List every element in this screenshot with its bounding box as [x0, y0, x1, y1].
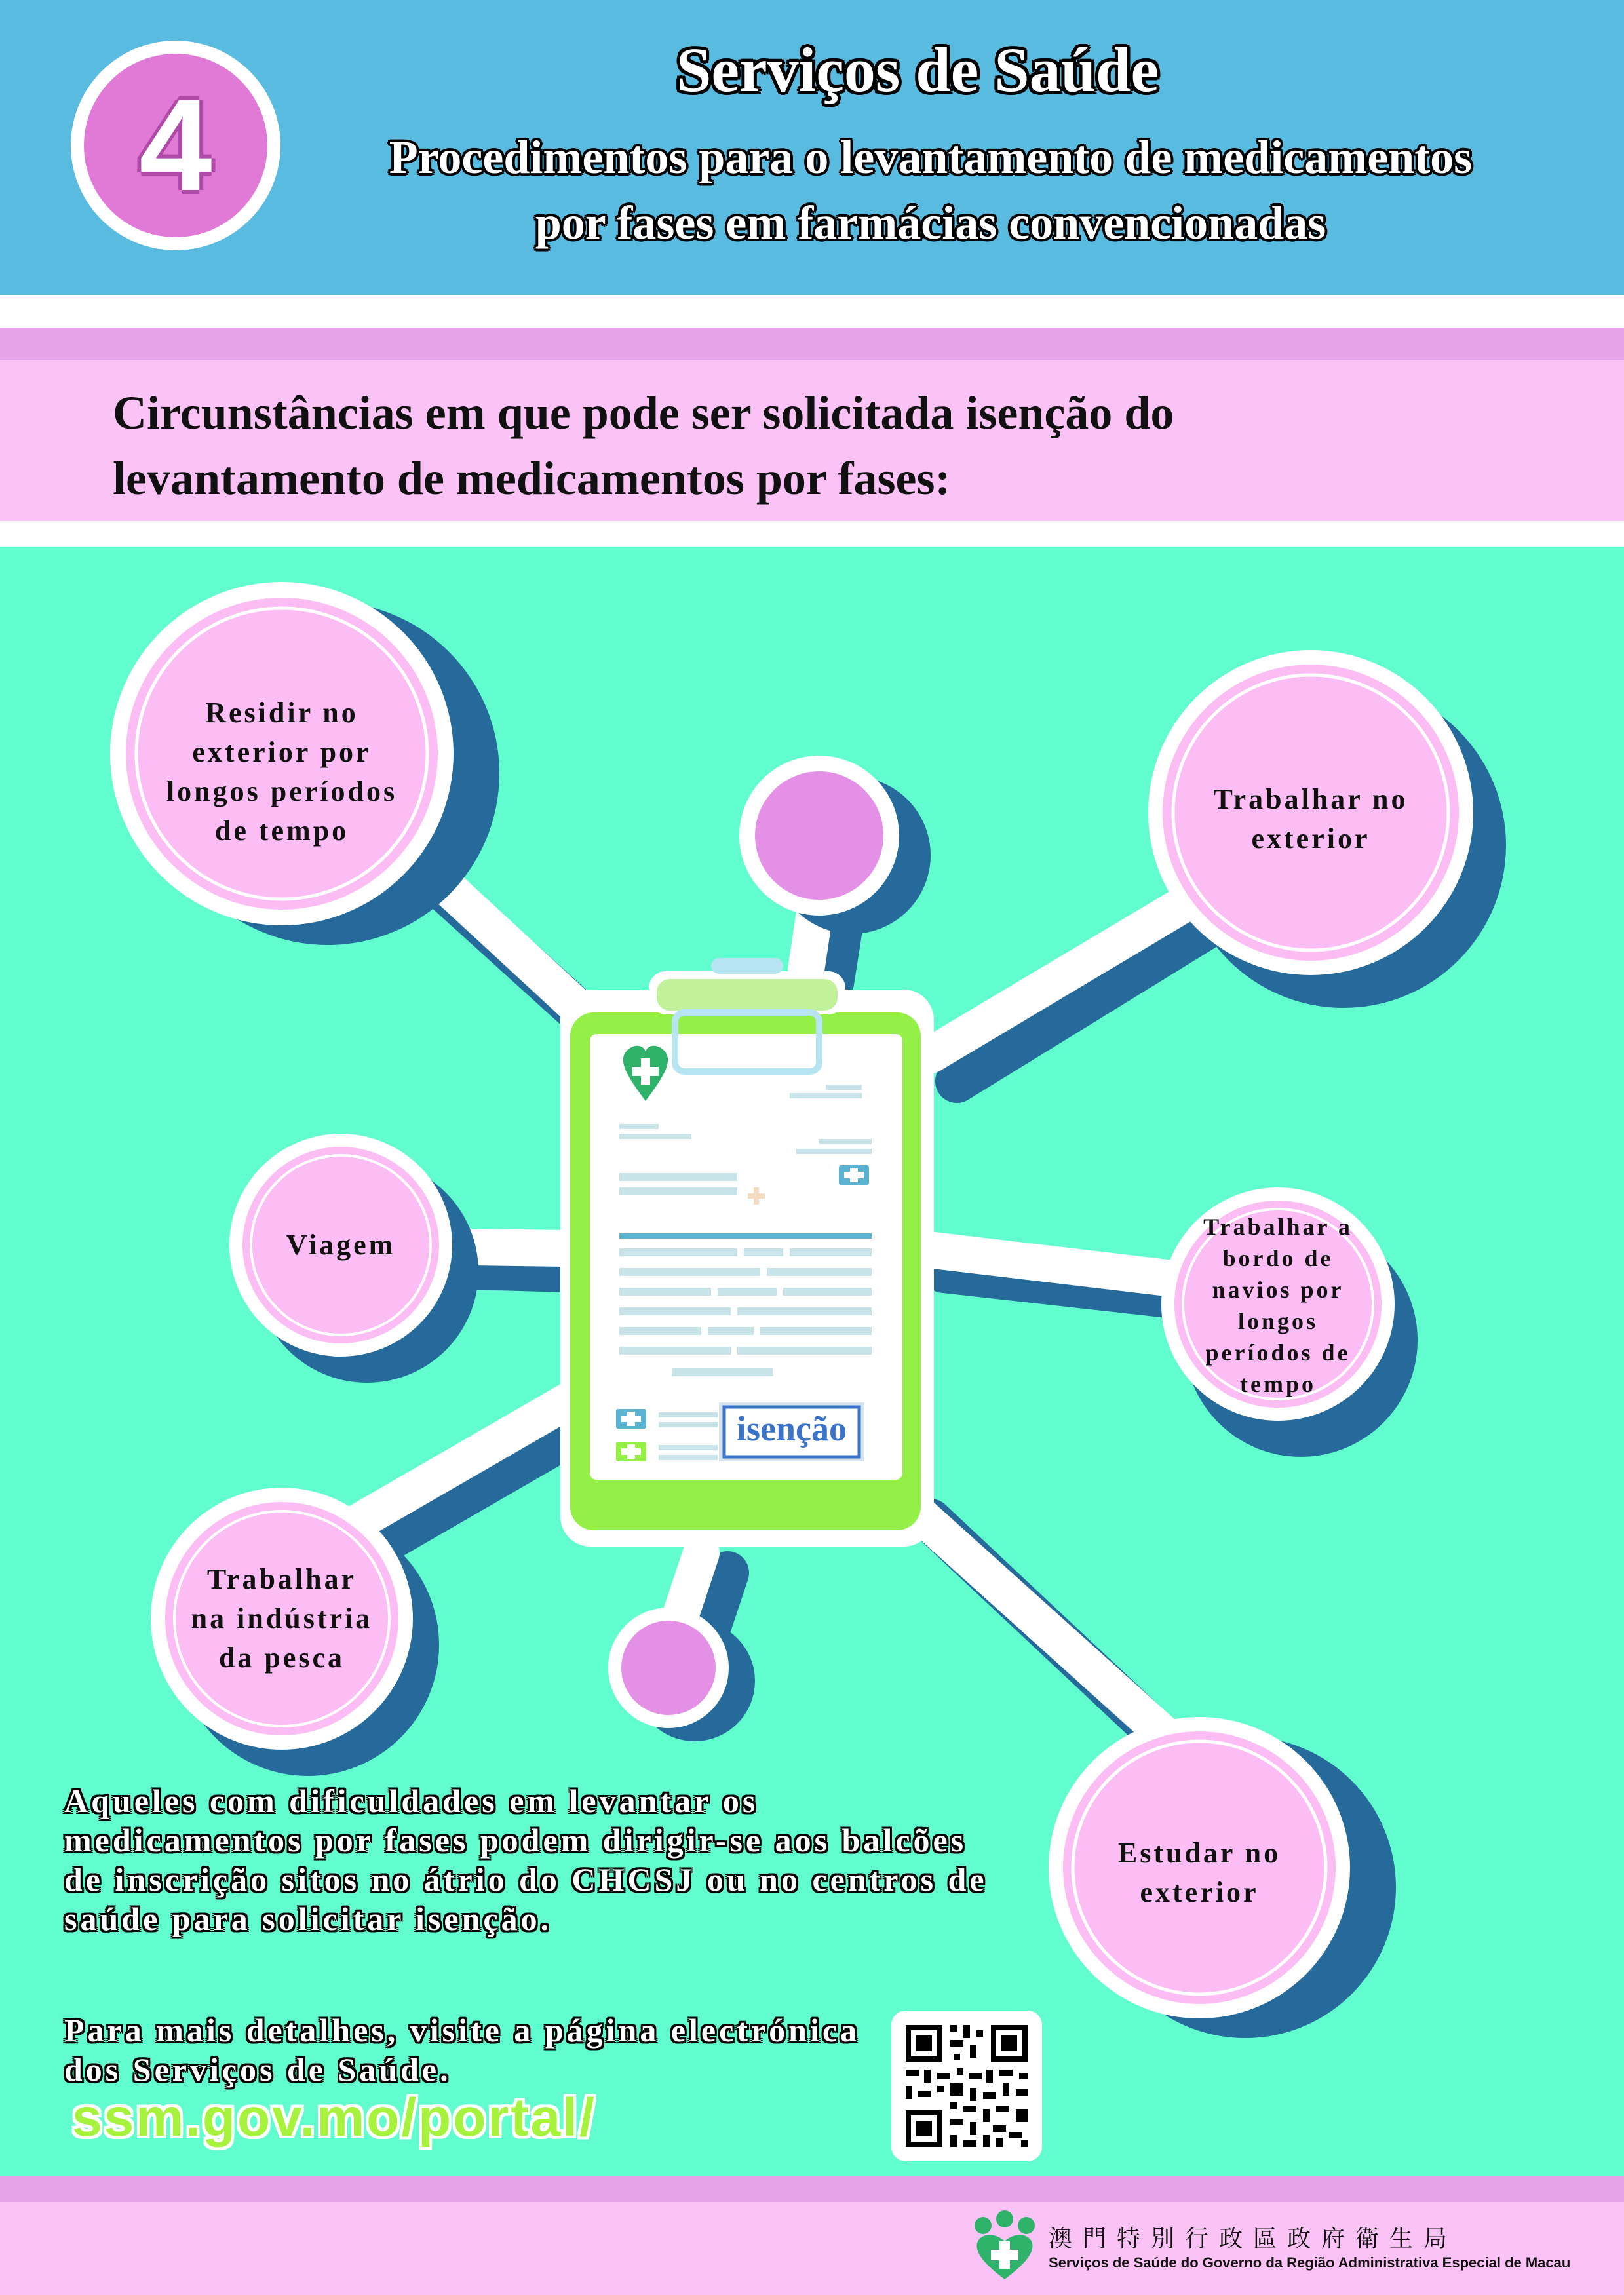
website-link[interactable]: ssm.gov.mo/portal/: [72, 2088, 596, 2148]
circumstance-4-line: períodos de: [1205, 1340, 1351, 1366]
cross-icon-green: [616, 1442, 646, 1461]
circumstance-5-line: da pesca: [218, 1642, 345, 1674]
circumstance-1-line: de tempo: [214, 815, 349, 847]
circumstance-6-line: Estudar no: [1117, 1837, 1281, 1869]
circumstance-1-line: longos períodos: [166, 775, 398, 807]
circumstance-4-line: tempo: [1240, 1371, 1316, 1397]
note-line: saúde para solicitar isenção.: [64, 1900, 552, 1937]
footer-divider: [0, 2176, 1624, 2202]
subtitle-line-1: Procedimentos para o levantamento de medicamentos: [389, 131, 1473, 183]
circumstance-6-line: exterior: [1140, 1876, 1259, 1908]
qr-code-graphic: [891, 2011, 1042, 2161]
circumstance-4-line: longos: [1237, 1308, 1319, 1334]
details-line-1: Para mais detalhes, visite a página electrónica: [64, 2012, 860, 2049]
circumstance-1-line: exterior por: [192, 736, 372, 768]
circumstance-5: [157, 1560, 406, 1678]
circumstance-5-line: Trabalhar: [206, 1563, 357, 1595]
stamp-text: isenção: [737, 1409, 847, 1448]
circumstance-4: [1180, 1211, 1376, 1400]
footer-agency-name-portuguese: Serviços de Saúde do Governo da Região Administrativa Especial de Macau: [1049, 2254, 1571, 2271]
circumstance-2-line: Trabalhar no: [1213, 783, 1408, 815]
exemption-note: [64, 1781, 1087, 1938]
clipboard: [560, 958, 934, 1547]
cross-icon: [839, 1165, 869, 1185]
page-subtitle: [315, 125, 1547, 256]
circumstance-1-line: Residir no: [205, 697, 358, 729]
isencao-stamp: [719, 1402, 864, 1461]
divider-bar: [0, 328, 1624, 360]
circumstance-4-line: Trabalhar a: [1203, 1214, 1353, 1240]
cross-icon-blue: [616, 1409, 646, 1429]
circumstance-3: [249, 1225, 433, 1265]
circumstance-3-line: Viagem: [286, 1229, 396, 1261]
qr-code-icon[interactable]: [891, 2011, 1042, 2161]
footer-agency-name-chinese: 澳門特別行政區政府衛生局: [1049, 2226, 1458, 2252]
details-line-2: dos Serviços de Saúde.: [64, 2051, 452, 2088]
section-heading-line-1: Circunstâncias em que pode ser solicitada isenção do: [113, 387, 1174, 439]
circumstance-2: [1167, 780, 1455, 858]
ssm-heart-logo-icon: [969, 2210, 1041, 2282]
note-line: Aqueles com dificuldades em levantar os: [64, 1783, 759, 1819]
details-text: [64, 2011, 916, 2089]
note-line: de inscrição sitos no átrio do CHCSJ ou no centros de: [64, 1861, 988, 1898]
circumstance-6: [1068, 1834, 1330, 1912]
decorative-dot-top: [739, 756, 931, 934]
subtitle-line-2: por fases em farmácias convencionadas: [535, 197, 1326, 249]
circumstance-2-line: exterior: [1251, 822, 1370, 855]
page-title: Serviços de Saúde: [676, 35, 1159, 105]
note-line: medicamentos por fases podem dirigir-se aos balcões: [64, 1822, 967, 1859]
circumstance-4-line: bordo de: [1222, 1245, 1334, 1271]
section-heading-line-2: levantamento de medicamentos por fases:: [113, 452, 951, 505]
circumstance-4-line: navios por: [1212, 1277, 1344, 1303]
decorative-dot-bottom: [608, 1608, 755, 1741]
step-number: 4: [84, 54, 267, 237]
circumstance-1: [131, 693, 433, 851]
circumstance-5-line: na indústria: [191, 1602, 373, 1634]
section-heading: [113, 380, 1555, 511]
